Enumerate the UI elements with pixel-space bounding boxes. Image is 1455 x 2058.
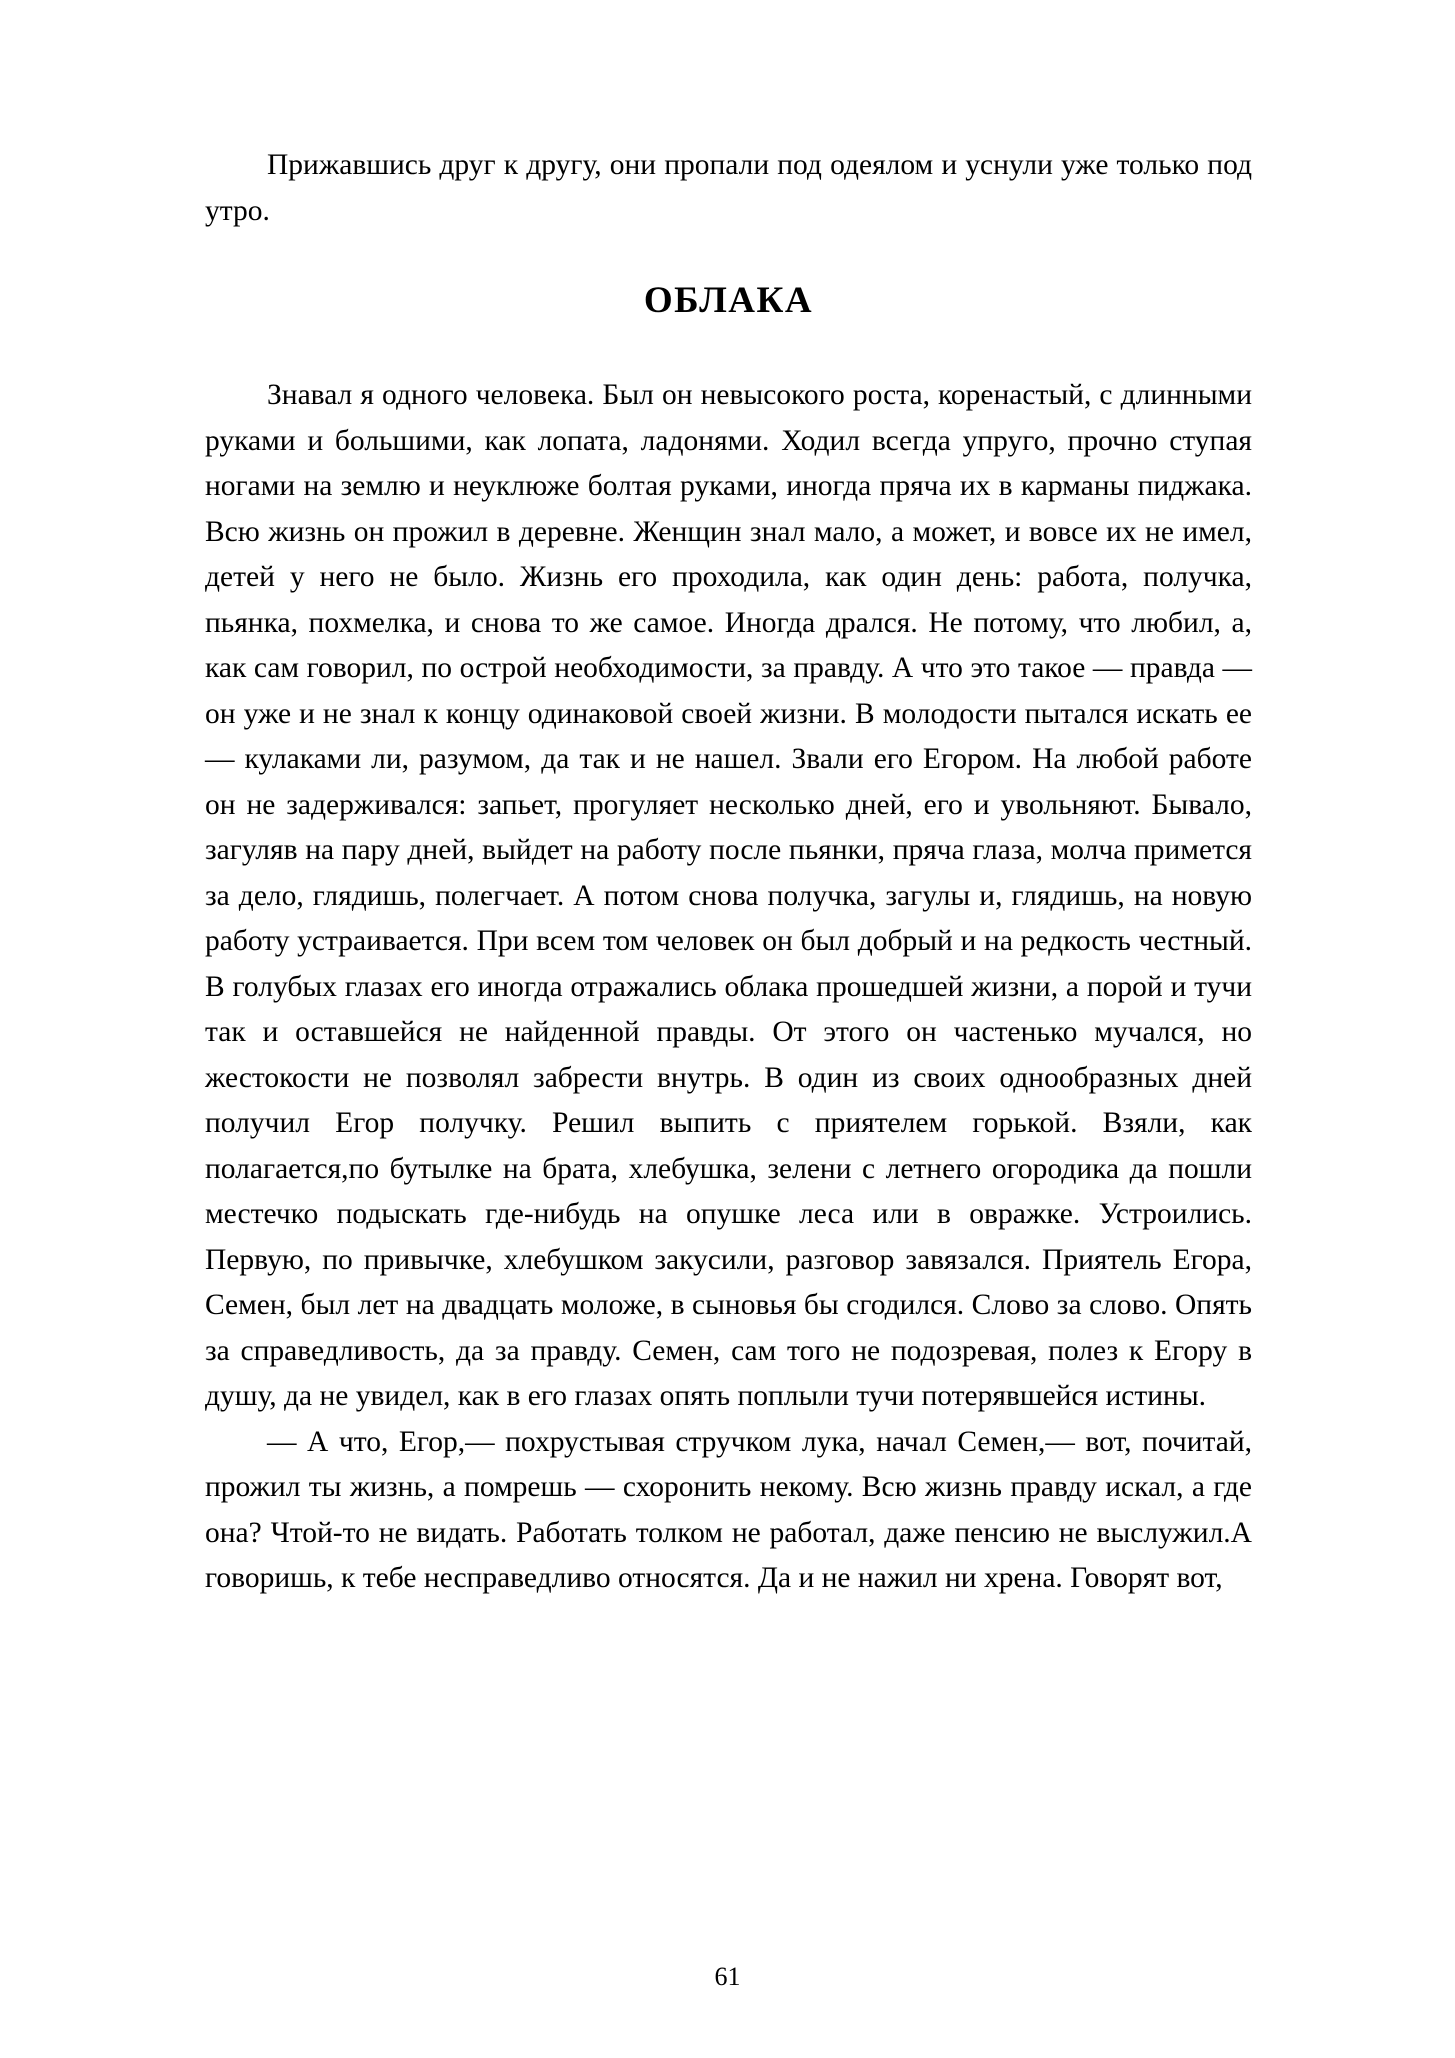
paragraph-body-1: Знавал я одного человека. Был он невысокого роста, коренастый, с длинными руками и большими, как лопата, ладонями. Ходил всегда упруго, прочно ступая ногами на землю и неуклюже болтая руками, иногда пряча их в карманы пиджака. Всю жизнь он прожил в деревне. Женщин знал мало, а может, и вовсе их не имел, детей у него не было. Жизнь его проходила, как один день: работа, получка, пьянка, похмелка, и снова то же самое. Иногда дрался. Не потому, что любил, а, как сам говорил, по острой необходимости, за правду. А что это такое — правда — он уже и не знал к концу одинаковой своей жизни. В молодости пытался искать ее — кулаками ли, разумом, да так и не нашел. Звали его Егором. На любой работе он не задерживался: запьет, прогуляет несколько дней, его и увольняют. Бывало, загуляв на пару дней, выйдет на работу после пьянки, пряча глаза, молча примется за дело, глядишь, полегчает. А потом снова получка, загулы и, глядишь, на новую работу устраивается. При всем том человек он был добрый и на редкость честный. В голубых глазах его иногда отражались облака прошедшей жизни, а порой и тучи так и оставшейся не найденной правды. От этого он частенько мучался, но жестокости не позволял забрести внутрь. В один из своих однообразных дней получил Егор получку. Решил выпить с приятелем горькой. Взяли, как полагается,по бутылке на брата, хлебушка, зелени с летнего огородика да пошли местечко подыскать где-нибудь на опушке леса или в овражке. Устроились. Первую, по привычке, хлебушком закусили, разговор завязался. Приятель Егора, Семен, был лет на двадцать моложе, в сыновья бы сгодился. Слово за слово. Опять за справедливость, да за правду. Семен, сам того не подозревая, полез к Егору в душу, да не увидел, как в его глазах опять поплыли тучи потерявшейся истины. [205,379,1252,1412]
page-number: 61 [714,1962,741,1991]
chapter-title: ОБЛАКА [643,280,814,321]
paragraph-body-2: — А что, Егор,— похрустывая стручком лука, начал Семен,— вот, почитай, прожил ты жизнь, а помрешь — схоронить некому. Всю жизнь правду искал, а где она? Чтой-то не видать. Работать толком не работал, даже пенсию не выслужил.А говоришь, к тебе несправедливо относятся. Да и не нажил ни хрена. Говорят вот, [205,1425,1252,1594]
page-content [205,143,1252,1602]
paragraph-intro: Прижавшись друг к другу, они пропали под одеялом и уснули уже только под утро. [205,149,1252,227]
